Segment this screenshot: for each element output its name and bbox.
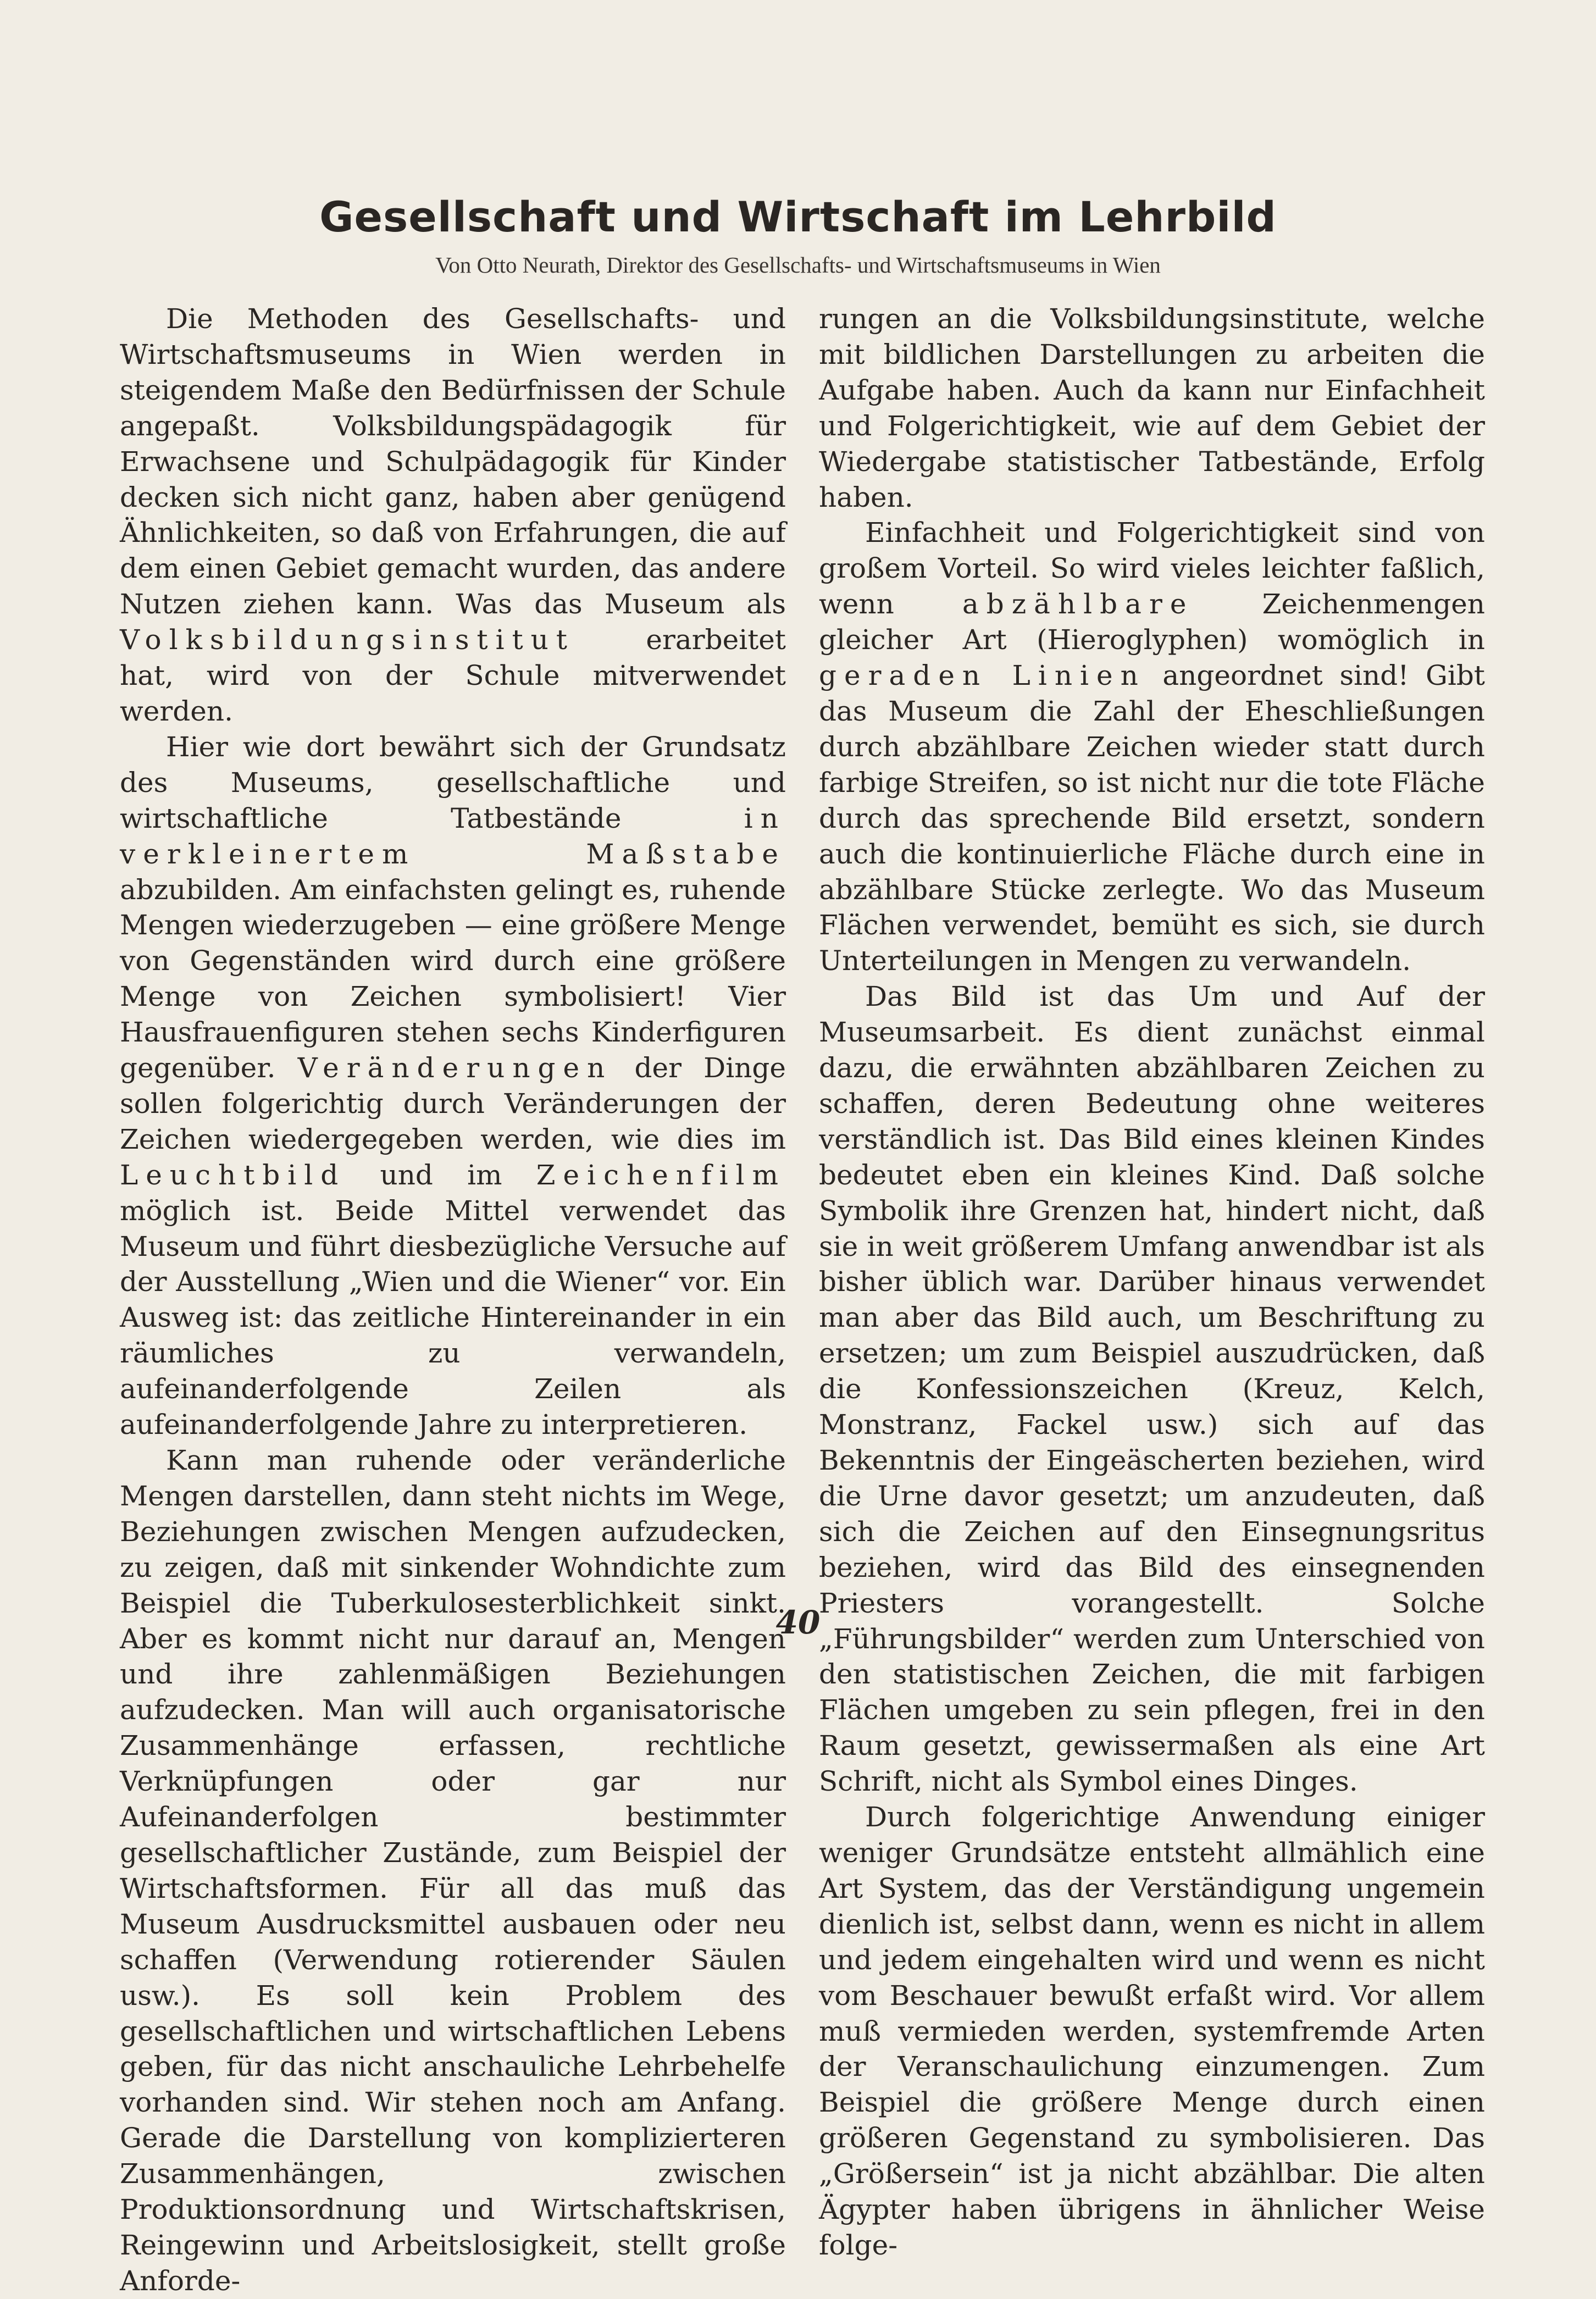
spaced-emphasis: Veränderungen [297,1052,613,1084]
paragraph-text: abzubilden. Am einfachsten gelingt es, ruhende Mengen wiederzugeben — eine größere Menge von Gegenständen wird durch eine größere Menge von Zeichen symbolisiert! Vier Hausfrauenfiguren stehen sechs Kinderfiguren gegenüber. [120,873,786,1084]
paragraph-text: Einfachheit und Folgerichtigkeit sind von großem Vorteil. So wird vieles leichter faßlich, wenn [819,517,1485,621]
spaced-emphasis: Zeichenfilm [536,1159,786,1191]
paragraph: Durch folgerichtige Anwendung einiger weniger Grundsätze entsteht allmählich eine Art System, das der Verständigung ungemein dienlich ist, selbst dann, wenn es nicht in allem und jedem eingehalten wird und wenn es nicht vom Beschauer bewußt erfaßt wird. Vor allem muß vermieden werden, systemfremde Arten der Veranschaulichung einzumengen. Zum Beispiel die größere Menge durch einen größeren Gegenstand zu symbolisieren. Das „Größersein“ ist ja nicht abzählbar. Die alten Ägypter haben übrigens in ähnlicher Weise folge- [819,1801,1485,2261]
paragraph-text: angeordnet sind! Gibt das Museum die Zahl der Eheschließungen durch abzählbare Zeichen wieder statt durch farbige Streifen, so ist nicht nur die tote Fläche durch das sprechende Bild ersetzt, sondern auch die kontinuierliche Fläche durch eine in abzählbare Stücke zerlegte. Wo das Museum Flächen verwendet, bemüht es sich, sie durch Unterteilungen in Mengen zu verwandeln. [819,660,1485,977]
paragraph-text: Hier wie dort bewährt sich der Grundsatz des Museums, gesellschaftliche und wirtschaftliche Tatbestände [120,730,786,834]
paragraph-text: möglich ist. Beide Mittel verwendet das Museum und führt diesbezügliche Versuche auf der Ausstellung „Wien und die Wiener“ vor. Ein Ausweg ist: das zeitliche Hintereinander in ein räumliches zu verwandeln, aufeinanderfolgende Zeilen als aufeinanderfolgende Jahre zu interpretieren. [120,1194,786,1441]
article-byline: Von Otto Neurath, Direktor des Gesellschafts- und Wirtschaftsmuseums in Wien [435,252,1161,278]
paragraph-text: Zeichenmengen gleicher Art (Hieroglyphen) womöglich in [819,588,1486,656]
spaced-emphasis: abzählbare [962,588,1194,621]
article-title: Gesellschaft und Wirtschaft im Lehrbild [319,192,1277,241]
paragraph: rungen an die Volksbildungsinstitute, welche mit bildlichen Darstellungen zu arbeiten die Aufgabe haben. Auch da kann nur Einfachheit und Folgerichtigkeit, wie auf dem Gebiet der Wiedergabe statistischer Tatbestände, Erfolg haben. [819,303,1485,513]
right-column [819,301,1485,2263]
spaced-emphasis: Leuchtbild [120,1159,346,1191]
spaced-emphasis: in verkleinertem Maßstabe [120,802,786,870]
page-number: 40 [775,1604,821,1641]
paragraph-text: Die Methoden des Gesellschafts- und Wirtschaftsmuseums in Wien werden in steigendem Maße den Bedürfnissen der Schule angepaßt. Volksbildungspädagogik für Erwachsene und Schulpädagogik für Kinder decken sich nicht ganz, haben aber genügend Ähnlichkeiten, so daß von Erfahrungen, die auf dem einen Gebiet gemacht wurden, das andere Nutzen ziehen kann. Was das Museum als [120,303,786,621]
paragraph: Kann man ruhende oder veränderliche Mengen darstellen, dann steht nichts im Wege, Beziehungen zwischen Mengen aufzudecken, zu zeigen, daß mit sinkender Wohndichte zum Beispiel die Tuberkulosesterblichkeit sinkt. Aber es kommt nicht nur darauf an, Mengen und ihre zahlenmäßigen Beziehungen aufzudecken. Man will auch organisatorische Zusammenhänge erfassen, rechtliche Verknüpfungen oder gar nur Aufeinanderfolgen bestimmter gesellschaftlicher Zustände, zum Beispiel der Wirtschaftsformen. Für all das muß das Museum Ausdrucksmittel ausbauen oder neu schaffen (Verwendung rotierender Säulen usw.). Es soll kein Problem des gesellschaftlichen und wirtschaftlichen Lebens geben, für das nicht anschauliche Lehrbehelfe vorhanden sind. Wir stehen noch am Anfang. Gerade die Darstellung von komplizierteren Zusammenhängen, zwischen Produktionsordnung und Wirtschaftskrisen, Reingewinn und Arbeitslosigkeit, stellt große Anforde- [120,1444,786,2297]
paragraph-text: der Dinge sollen folgerichtig durch Veränderungen der Zeichen wiedergegeben werden, wie dies im [120,1052,786,1155]
paragraph: Das Bild ist das Um und Auf der Museumsarbeit. Es dient zunächst einmal dazu, die erwähnten abzählbaren Zeichen zu schaffen, deren Bedeutung ohne weiteres verständlich ist. Das Bild eines kleinen Kindes bedeutet eben ein kleines Kind. Daß solche Symbolik ihre Grenzen hat, hindert nicht, daß sie in weit größerem Umfang anwendbar ist als bisher üblich war. Darüber hinaus verwendet man aber das Bild auch, um Beschriftung zu ersetzen; um zum Beispiel auszudrücken, daß die Konfessionszeichen (Kreuz, Kelch, Monstranz, Fackel usw.) sich auf das Bekenntnis der Eingeäscherten beziehen, wird die Urne davor gesetzt; um anzudeuten, daß sich die Zeichen auf den Einsegnungsritus beziehen, wird das Bild des einsegnenden Priesters vorangestellt. Solche „Führungsbilder“ werden zum Unterschied von den statistischen Zeichen, die mit farbigen Flächen umgeben zu sein pflegen, frei in den Raum gesetzt, gewissermaßen als eine Art Schrift, nicht als Symbol eines Dinges. [819,980,1485,1798]
paragraph-text: erarbeitet hat, wird von der Schule mitverwendet werden. [120,624,786,727]
paragraph [120,301,786,729]
paragraph [120,729,786,1443]
paragraph [819,515,1485,979]
left-column [120,301,786,2299]
spaced-emphasis: geraden Linien [819,660,1146,692]
paragraph-text: und im [346,1159,536,1191]
spaced-emphasis: Volksbildungsinstitut [120,624,575,656]
